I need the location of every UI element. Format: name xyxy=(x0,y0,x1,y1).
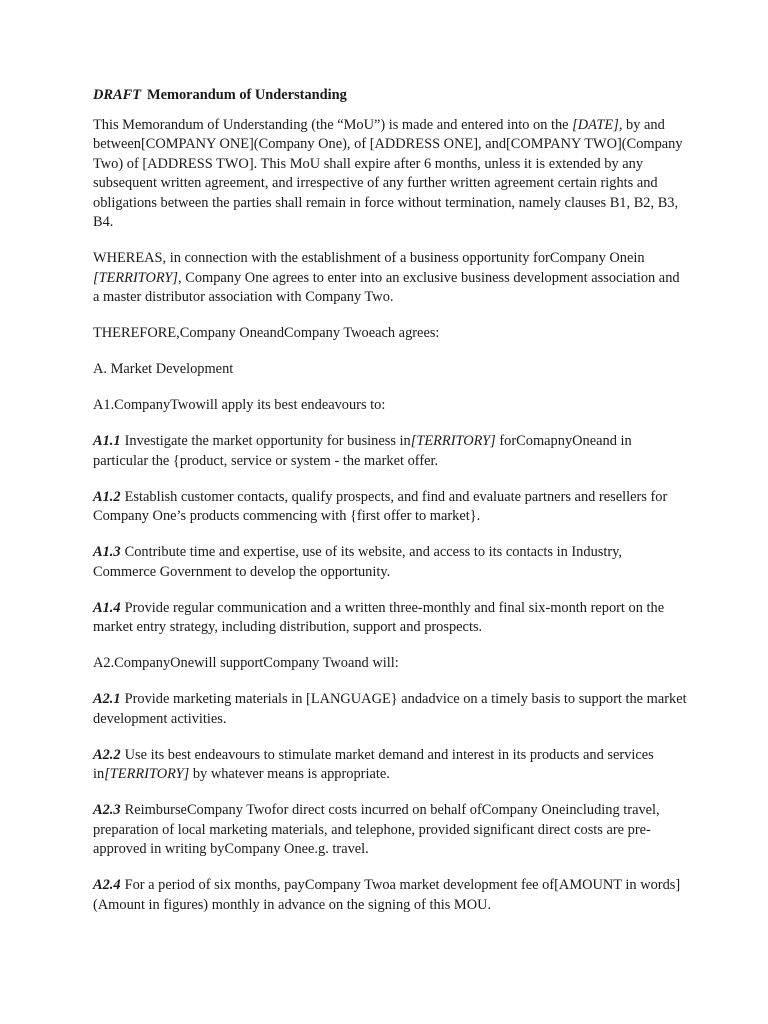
clause-label: A2.2 xyxy=(93,746,121,763)
intro-paragraph xyxy=(93,116,688,233)
intro-date-placeholder: [DATE] xyxy=(572,116,619,133)
territory-placeholder: [TERRITORY] xyxy=(104,766,190,782)
clause-a1-2 xyxy=(93,488,688,527)
section-a-heading: A. Market Development xyxy=(93,361,234,377)
clause-label: A1.4 xyxy=(93,599,121,616)
therefore-paragraph: THEREFORE,Company OneandCompany Twoeach agrees: xyxy=(93,325,440,341)
clause-label: A2.1 xyxy=(93,691,121,707)
a2-intro: A2.CompanyOnewill supportCompany Twoand will: xyxy=(93,655,399,671)
clause-text-b: by whatever means is appropriate. xyxy=(189,766,390,782)
whereas-text-a: WHEREAS, in connection with the establishment of a business opportunity forCompany Onein xyxy=(93,250,645,266)
clause-text: Contribute time and expertise, use of its website, and access to its contacts in Industry, Commerce Government to develop the opportunity. xyxy=(93,544,623,580)
a1-intro: A1.CompanyTwowill apply its best endeavours to: xyxy=(93,397,386,413)
clause-text: Establish customer contacts, qualify prospects, and find and evaluate partners and resellers for Company One’s products commencing with {first offer to market}. xyxy=(93,488,668,524)
clause-text: For a period of six months, payCompany Twoa market development fee of[AMOUNT in words](Amount in figures) monthly in advance on the signing of this MOU. xyxy=(93,877,681,913)
clause-a2-4 xyxy=(93,876,688,915)
clause-label: A2.4 xyxy=(93,877,121,893)
document-page xyxy=(93,86,688,932)
clause-a2-3 xyxy=(93,801,688,860)
draft-label: DRAFT xyxy=(93,87,141,103)
clause-label: A1.2 xyxy=(93,488,121,505)
document-title xyxy=(93,86,688,106)
clause-text: Provide regular communication and a written three-monthly and final six-month report on the market entry strategy, including distribution, support and prospects. xyxy=(93,599,665,635)
clause-text-a: Use its best endeavours to stimulate market demand and interest in its products and services in xyxy=(93,746,654,782)
clause-text: ReimburseCompany Twofor direct costs incurred on behalf ofCompany Oneincluding travel, preparation of local marketing materials, and telephone, provided significant direct costs are pre-approved in writing byCompany Onee.g. travel. xyxy=(93,802,660,857)
territory-placeholder: [TERRITORY] xyxy=(410,433,496,449)
title-text: Memorandum of Understanding xyxy=(146,87,347,103)
clause-label: A1.1 xyxy=(93,433,121,449)
clause-a1-1 xyxy=(93,432,688,471)
whereas-text-b: , Company One agrees to enter into an exclusive business development association and a master distributor association with Company Two. xyxy=(93,269,680,305)
clause-text: Provide marketing materials in [LANGUAGE} andadvice on a timely basis to support the market development activities. xyxy=(93,691,687,727)
whereas-paragraph xyxy=(93,249,688,308)
clause-label: A1.3 xyxy=(93,544,121,560)
clause-a1-3 xyxy=(93,543,688,582)
intro-text-b: , by and between[COMPANY ONE](Company One), of [ADDRESS ONE], and[COMPANY TWO](Company Two) of [ADDRESS TWO]. This MoU shall expire after 6 months, unless it is extended by any subsequent written agreement, and irrespective of any further written agreement certain rights and obligations between the parties shall remain in force without termination, namely clauses B1, B2, B3, B4. xyxy=(93,116,683,230)
clause-text-a: Investigate the market opportunity for business in xyxy=(124,433,411,449)
clause-text-b: forComapnyOneand in particular the {product, service or system - the market offer. xyxy=(93,433,632,469)
whereas-territory-placeholder: [TERRITORY] xyxy=(93,269,179,286)
clause-a2-2 xyxy=(93,746,688,785)
clause-a1-4 xyxy=(93,599,688,638)
clause-a2-1 xyxy=(93,690,688,729)
intro-text-a: This Memorandum of Understanding (the “MoU”) is made and entered into on the xyxy=(93,116,573,133)
clause-label: A2.3 xyxy=(93,802,121,818)
